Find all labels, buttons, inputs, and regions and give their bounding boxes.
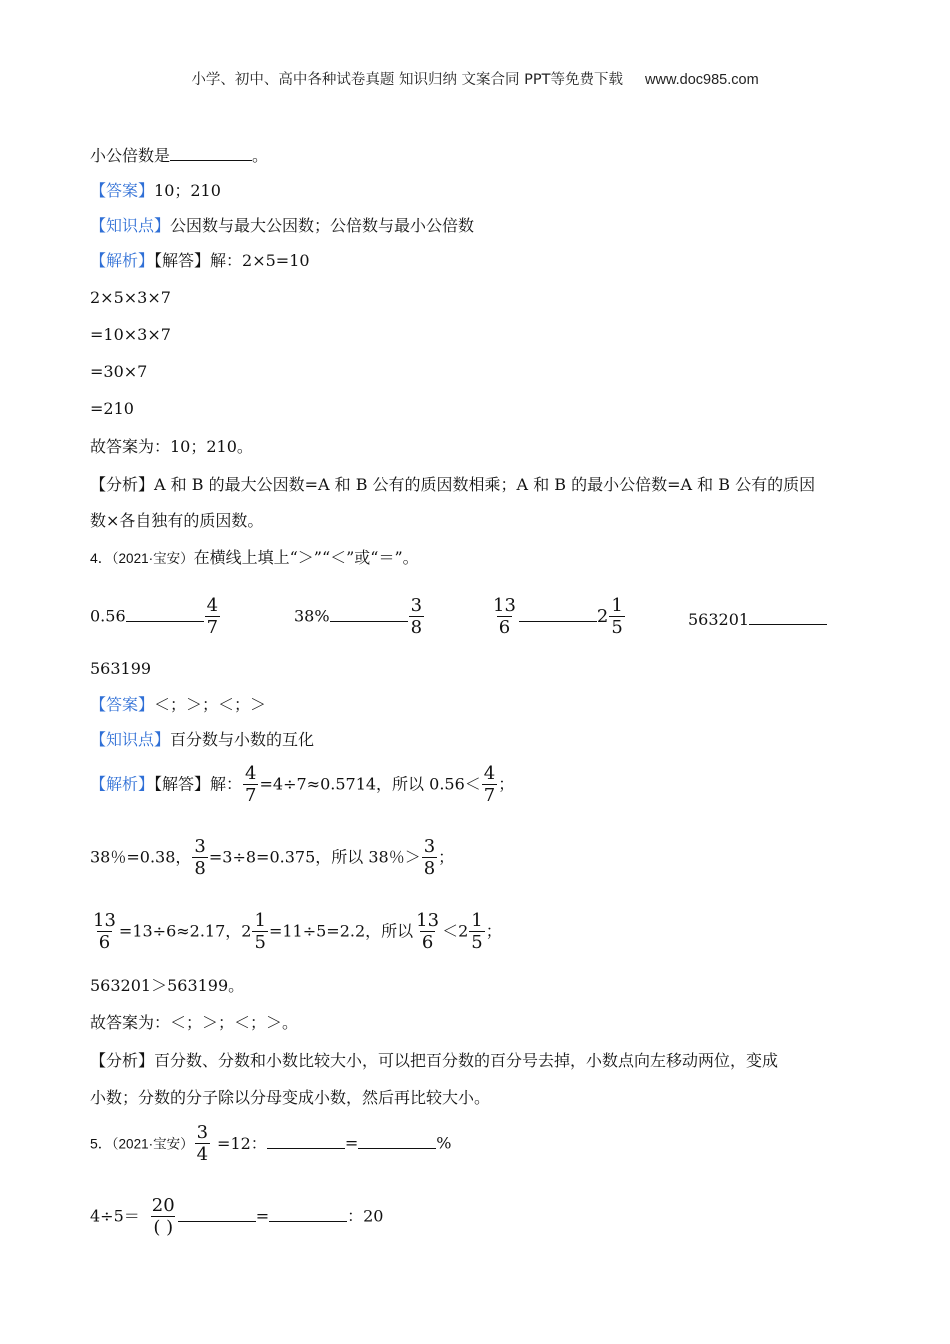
q5-line-1: 5．（2021·宝安） $\frac{3}{4}$ =12： = % xyxy=(90,1122,452,1165)
q3-answer: 【答案】10；210 xyxy=(90,181,221,200)
answer-blank[interactable] xyxy=(267,1134,345,1149)
header-url[interactable]: www.doc985.com xyxy=(645,72,759,88)
q3-continuation: 小公倍数是 。 xyxy=(90,146,269,165)
q4-answer: 【答案】＜；＞；＜；＞ xyxy=(90,695,267,714)
fraction: $\frac{3}{8}$ xyxy=(410,595,423,638)
answer-tag: 【答案】 xyxy=(90,695,155,714)
question-number: 5． xyxy=(90,1135,112,1152)
answer-blank[interactable] xyxy=(269,1207,347,1222)
page-header xyxy=(0,68,950,89)
fraction: $\frac{3}{8}$ xyxy=(423,836,436,879)
answer-blank[interactable] xyxy=(749,610,827,625)
q4-knowledge-point: 【知识点】百分数与小数的互化 xyxy=(90,730,315,749)
q4-analysis-3: $\frac{13}{6}$ =13÷6≈2.17，2 $\frac{1}{5}$ =11÷5=2.2，所以 $\frac{13}{6}$ ＜2 $\frac{1}{5}$ ； xyxy=(93,910,502,953)
header-text: 小学、初中、高中各种试卷真题 知识归纳 文案合同 PPT等免费下载 xyxy=(191,72,624,88)
mixed-number: 2 $\frac{1}{5}$ xyxy=(596,595,623,638)
q3-step-1: 2×5×3×7 xyxy=(90,288,171,307)
fraction: $\frac{13}{6}$ xyxy=(493,595,516,638)
fraction: $\frac{1}{5}$ xyxy=(254,910,266,953)
q4-analysis-4: 563201＞563199。 xyxy=(90,976,245,995)
answer-tag: 【答案】 xyxy=(90,181,155,200)
analysis-tag: 【解析】 xyxy=(90,774,155,794)
fraction: $\frac{20}{( )}$ xyxy=(151,1195,175,1238)
answer-blank[interactable] xyxy=(126,607,204,622)
fraction: $\frac{3}{8}$ xyxy=(194,836,206,879)
q4-item-1: 0.56 $\frac{4}{7}$ xyxy=(90,595,219,638)
q4-item-3 xyxy=(490,597,626,637)
q4-item-4: 563201 xyxy=(688,609,827,631)
q4-item-2: 38% $\frac{3}{8}$ xyxy=(294,595,423,638)
q4-explanation-2: 小数；分数的分子除以分母变成小数，然后再比较大小。 xyxy=(90,1088,491,1107)
q4-explanation-1: 【分析】百分数、分数和小数比较大小，可以把百分数的百分号去掉，小数点向左移动两位，变成 xyxy=(90,1051,779,1070)
q4-analysis-2: 38％=0.38， $\frac{3}{8}$ =3÷8=0.375，所以 38％＞ $\frac{3}{8}$ ； xyxy=(90,836,455,879)
question-number: 4． xyxy=(90,550,112,566)
answer-blank[interactable] xyxy=(170,146,252,161)
answer-blank[interactable] xyxy=(358,1134,436,1149)
question-source: （2021·宝安） xyxy=(111,1136,194,1152)
q3-step-4: =210 xyxy=(90,399,134,418)
q3-step-3: =30×7 xyxy=(90,362,148,381)
fraction: $\frac{13}{6}$ xyxy=(93,910,116,953)
q3-explanation-2: 数×各自独有的质因数。 xyxy=(90,511,264,530)
knowledge-tag: 【知识点】 xyxy=(90,730,171,749)
q3-knowledge-point: 【知识点】公因数与最大公因数；公倍数与最小公倍数 xyxy=(90,216,475,235)
answer-blank[interactable] xyxy=(519,607,597,622)
fraction: $\frac{4}{7}$ xyxy=(483,763,496,806)
q3-explanation-1: 【分析】A 和 B 的最大公因数=A 和 B 公有的质因数相乘；A 和 B 的最小公倍数=A 和 B 公有的质因 xyxy=(90,475,816,494)
q4-analysis-1: 【解析】【解答】解： $\frac{4}{7}$ =4÷7≈0.5714，所以 0.56＜ $\frac{4}{7}$ ； xyxy=(90,763,515,806)
fraction: $\frac{13}{6}$ xyxy=(416,910,440,953)
fraction: $\frac{4}{7}$ xyxy=(206,595,219,638)
q3-step-2: =10×3×7 xyxy=(90,325,171,344)
q4-final: 故答案为：＜；＞；＜；＞。 xyxy=(90,1013,299,1032)
analysis-tag: 【解析】 xyxy=(90,251,155,270)
fraction: $\frac{4}{7}$ xyxy=(245,763,257,806)
q3-final: 故答案为：10；210。 xyxy=(90,437,253,456)
q4-stem: 4．（2021·宝安）在横线上填上“＞”“＜”或“＝”。 xyxy=(90,548,419,567)
answer-blank[interactable] xyxy=(330,607,408,622)
fraction: $\frac{1}{5}$ xyxy=(471,910,483,953)
answer-blank[interactable] xyxy=(178,1207,256,1222)
fraction: $\frac{3}{4}$ xyxy=(196,1122,209,1165)
q4-item-4-right: 563199 xyxy=(90,659,152,678)
q5-line-2: 4÷5＝ $\frac{20}{( )}$ = ：20 xyxy=(90,1195,384,1238)
knowledge-tag: 【知识点】 xyxy=(90,216,171,235)
question-source: （2021·宝安） xyxy=(111,551,194,566)
q3-analysis: 【解析】【解答】解：2×5=10 xyxy=(90,251,310,270)
